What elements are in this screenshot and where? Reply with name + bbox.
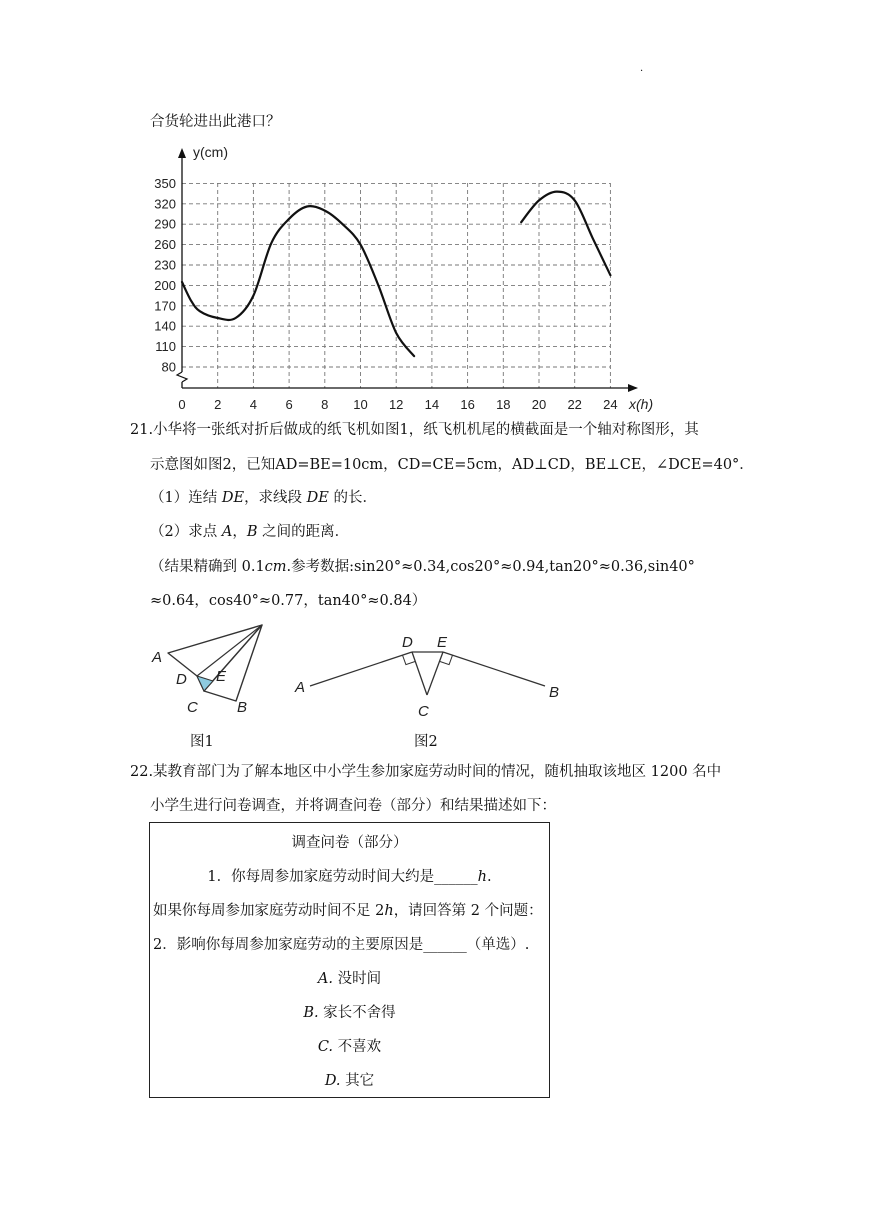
page-dot: ·	[640, 66, 644, 77]
x-tick-label: 0	[178, 397, 186, 412]
fig2-label-b: B	[549, 684, 560, 701]
survey-box	[149, 822, 550, 1098]
survey-condition	[153, 901, 552, 921]
y-tick-label: 200	[154, 277, 176, 293]
option-letter: A.	[317, 971, 333, 987]
survey-option-b	[150, 1003, 549, 1023]
y-tick-label: 260	[154, 237, 176, 253]
x-tick-label: 14	[424, 397, 440, 412]
fig2-label-d: D	[402, 634, 413, 651]
survey-q1-text: 1．你每周参加家庭劳动时间大约是______	[207, 869, 478, 885]
q21-part1-var1: DE	[221, 490, 245, 506]
option-text: 家长不舍得	[318, 1005, 396, 1021]
q21-line1: 21.小华将一张纸对折后做成的纸飞机如图1，纸飞机机尾的横截面是一个轴对称图形，其	[130, 422, 699, 438]
y-tick-label: 140	[154, 318, 176, 334]
x-tick-label: 4	[249, 397, 258, 412]
x-tick-label: 22	[567, 397, 582, 412]
survey-option-c	[150, 1037, 549, 1057]
segment-ec	[427, 652, 443, 695]
y-axis-arrow	[178, 148, 186, 158]
q21-part2-var1: A	[221, 524, 233, 540]
option-letter: C.	[317, 1039, 334, 1055]
q21-note2: ≈0.64，cos40°≈0.77，tan40°≈0.84）	[150, 593, 427, 609]
y-tick-label: 230	[154, 257, 176, 273]
q21-note1-a: （结果精确到 0.1	[150, 559, 265, 575]
fig1-label-c: C	[187, 699, 198, 715]
q21-part1-a: （1）连结	[150, 490, 222, 506]
survey-cond-text: 如果你每周参加家庭劳动时间不足 2	[153, 903, 385, 919]
q22-line1: 22.某教育部门为了解本地区中小学生参加家庭劳动时间的情况，随机抽取该地区 1200 名中	[130, 764, 722, 780]
q21-note1-unit: cm	[264, 559, 287, 575]
q21-note1	[150, 557, 695, 577]
q21-part2-var2: B	[246, 524, 258, 540]
q21-part2	[150, 522, 349, 542]
x-axis-arrow	[628, 384, 638, 392]
q22-line2: 小学生进行问卷调查，并将调查问卷（部分）和结果描述如下：	[150, 798, 556, 814]
q21-part2-b: ，	[232, 524, 247, 540]
q21-part1	[150, 488, 377, 508]
q21-part2-a: （2）求点	[150, 524, 222, 540]
survey-question-1	[150, 867, 549, 887]
figure-2-cross-section	[290, 600, 580, 725]
x-axis-label: x(h)	[629, 396, 654, 412]
segment-dc	[412, 652, 427, 695]
y-tick-label: 290	[154, 216, 176, 232]
x-tick-label: 24	[603, 397, 618, 412]
q21-part1-c: 的长．	[328, 490, 377, 506]
x-tick-label: 16	[460, 397, 475, 412]
y-tick-label: 80	[161, 359, 176, 375]
fig1-label-e: E	[216, 668, 227, 685]
y-axis-label: y(cm)	[193, 144, 228, 160]
survey-cond-end: ，请回答第 2 个问题：	[393, 903, 543, 919]
survey-option-a	[150, 969, 549, 989]
segment-ad	[310, 652, 412, 686]
survey-question-2: 2．影响你每周参加家庭劳动的主要原因是______（单选）.	[153, 937, 530, 953]
y-tick-label: 320	[154, 196, 176, 212]
y-tick-label: 110	[155, 339, 176, 355]
x-tick-label: 20	[531, 397, 547, 412]
y-tick-label: 170	[154, 298, 176, 314]
continuation-text: 合货轮进出此港口？	[150, 114, 281, 130]
x-tick-label: 10	[353, 397, 368, 412]
fig2-label-c: C	[418, 703, 429, 720]
survey-q1-unit: h	[477, 869, 487, 885]
survey-title: 调查问卷（部分）	[291, 835, 408, 851]
q21-line2: 示意图如图2，已知AD=BE=10cm，CD=CE=5cm，AD⊥CD，BE⊥CE，∠DCE=40°．	[150, 457, 754, 473]
option-letter: B.	[303, 1005, 319, 1021]
water-level-curve-1	[182, 206, 414, 356]
q21-note1-b: .参考数据:sin20°≈0.34,cos20°≈0.94,tan20°≈0.36,sin40°	[286, 559, 695, 575]
figure-1-caption: 图1	[190, 734, 214, 750]
survey-q1-end: .	[486, 869, 492, 885]
fig2-label-a: A	[295, 679, 306, 696]
fig1-label-b: B	[237, 699, 248, 715]
option-letter: D.	[324, 1073, 341, 1089]
y-tick-label: 350	[154, 175, 176, 191]
option-text: 没时间	[332, 971, 382, 987]
figure-2-caption: 图2	[414, 734, 438, 750]
option-text: 其它	[340, 1073, 375, 1089]
x-tick-label: 8	[321, 397, 329, 412]
figure-1-airplane	[140, 615, 280, 715]
survey-cond-unit: h	[384, 903, 394, 919]
fig1-label-a: A	[152, 649, 163, 666]
y-axis-break-mark	[177, 372, 187, 382]
x-tick-label: 6	[285, 397, 293, 412]
tide-chart	[0, 0, 869, 420]
x-tick-label: 18	[496, 397, 511, 412]
q21-part2-c: 之间的距离．	[257, 524, 350, 540]
survey-option-d	[150, 1071, 549, 1091]
x-tick-label: 12	[388, 397, 404, 412]
q21-part1-var2: DE	[306, 490, 329, 506]
fig2-label-e: E	[437, 634, 448, 651]
option-text: 不喜欢	[333, 1039, 382, 1055]
q21-part1-b: ，求线段	[244, 490, 307, 506]
fig1-label-d: D	[176, 671, 187, 688]
segment-eb	[443, 652, 545, 686]
x-tick-label: 2	[214, 397, 222, 412]
